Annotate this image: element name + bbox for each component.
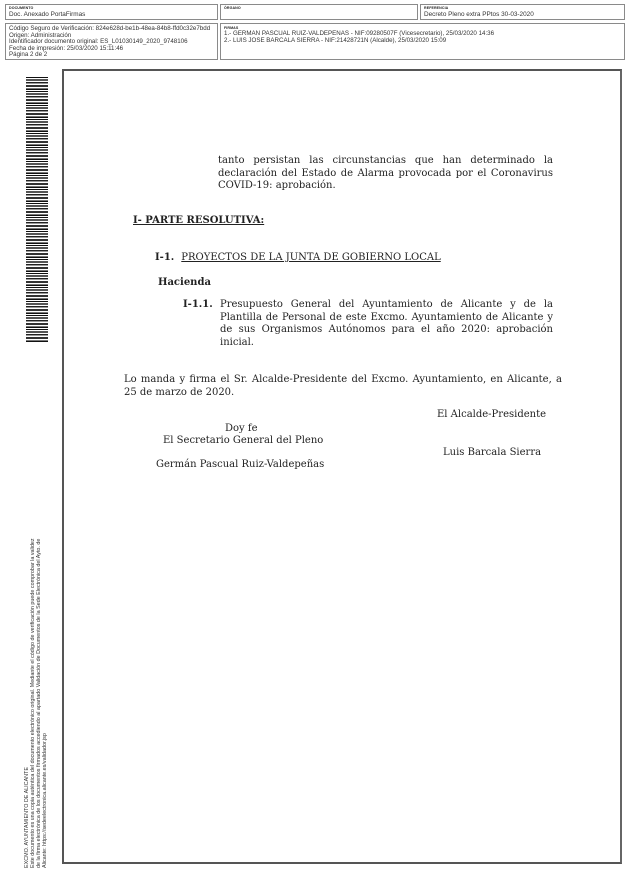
firma-2: 2.- LUIS JOSE BARCALA SIERRA - NIF:21428721N (Alcalde), 25/03/2020 15:09 (224, 36, 447, 44)
item-1-title: PROYECTOS DE LA JUNTA DE GOBIERNO LOCAL (181, 252, 441, 263)
sidebar-line: EXCMO. AYUNTAMIENTO DE ALICANTE (24, 767, 30, 868)
secretario-name: Germán Pascual Ruiz-Valdepeñas (156, 459, 325, 470)
sidebar-line: de la firma electrónica de los documentos firmados accediendo al apartado Validación de Documentos de la Sede Electrónica del Ayto. de (36, 538, 42, 868)
documento-label: DOCUMENTO (9, 6, 34, 10)
intro-paragraph: tanto persistan las circunstancias que han determinado la declaración del Estado de Alarma provocada por el Coronavirus COVID-19: aprobación. (218, 155, 553, 191)
header-referencia (420, 4, 625, 20)
item-1-number: I-1. (155, 252, 175, 263)
header-documento (5, 4, 218, 20)
header-organo (220, 4, 418, 20)
csv-code: Código Seguro de Verificación: 824e628d-be1b-48ea-84b8-ffd0c32e7bdd (9, 25, 211, 32)
barcode (26, 77, 48, 343)
header-firmas (220, 23, 625, 60)
csv-origin: Origen: Administración (9, 31, 72, 39)
alcalde-title: El Alcalde-Presidente (437, 409, 547, 420)
doy-fe: Doy fe (225, 423, 258, 434)
sidebar-validation-text (24, 428, 48, 868)
subheading: Hacienda (158, 277, 211, 288)
firmas-label: FIRMAS (224, 26, 239, 30)
referencia-value: Decreto Pleno extra PPtos 30-03-2020 (424, 11, 534, 18)
secretario-title: El Secretario General del Pleno (163, 435, 324, 446)
referencia-label: REFERENCIA (424, 6, 449, 10)
section-title: I- PARTE RESOLUTIVA: (133, 215, 265, 226)
firma-1: 1.- GERMAN PASCUAL RUIZ-VALDEPENAS - NIF:09280507F (Vicesecretario), 25/03/2020 14:36 (224, 30, 495, 37)
item-1 (155, 252, 441, 265)
documento-value: Doc. Anexado PortaFirmas (9, 11, 86, 18)
sidebar-line: Este documento es una copia auténtica del documento electrónico original. Mediante el código de verificación puede comprobar la validez (30, 538, 36, 868)
closing-paragraph: Lo manda y firma el Sr. Alcalde-Presidente del Excmo. Ayuntamiento, en Alicante, a 25 de marzo de 2020. (124, 374, 562, 398)
csv-identifier: Identificador documento original: ES_L01030149_2020_9748106 (9, 38, 188, 45)
csv-print-date: Fecha de impresión: 25/03/2020 15:11:46 (9, 44, 124, 52)
organo-label: ÓRGANO (224, 6, 241, 10)
header-csv (5, 23, 218, 60)
item-1-1-text: Presupuesto General del Ayuntamiento de Alicante y de la Plantilla de Personal de este Excmo. Ayuntamiento de Alicante y de sus Organismos Autónomos para el año 2020: aprobación inicial. (220, 299, 553, 348)
csv-page: Página 2 de 2 (9, 51, 48, 58)
alcalde-name: Luis Barcala Sierra (443, 447, 542, 458)
sidebar-line: Alicante: https://sedeelectronica.alicante.es/validador.jsp (42, 733, 48, 868)
item-1-1-number: I-1.1. (183, 299, 213, 310)
